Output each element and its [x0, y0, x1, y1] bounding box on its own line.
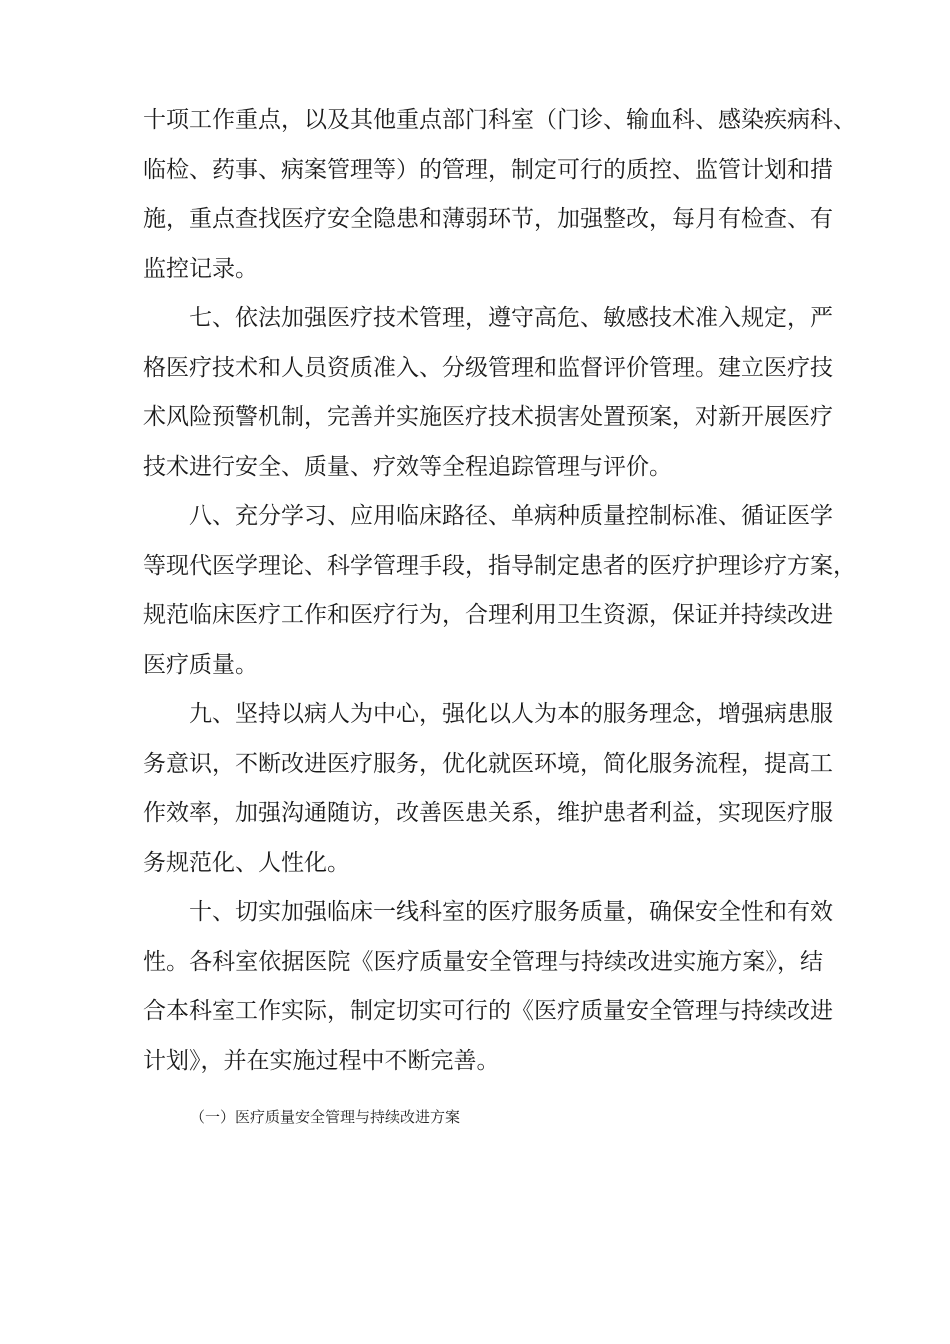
paragraph-item-9: [143, 690, 833, 888]
text-line: 务意识，不断改进医疗服务，优化就医环境，简化服务流程，提高工: [143, 750, 833, 777]
text-line: 合本科室工作实际，制定切实可行的《医疗质量安全管理与持续改进: [143, 998, 833, 1024]
text-line: 计划》，并在实施过程中不断完善。: [143, 1047, 500, 1074]
text-line: 性。各科室依据医院《医疗质量安全管理与持续改进实施方案》，结: [143, 948, 823, 975]
text-line: 施，重点查找医疗安全隐患和薄弱环节，加强整改，每月有检查、有: [143, 206, 833, 232]
paragraph-item-8: [143, 492, 856, 690]
paragraph-continuation: [143, 96, 856, 294]
text-line: 格医疗技术和人员资质准入、分级管理和监督评价管理。建立医疗技: [143, 354, 833, 381]
text-line: 医疗质量。: [143, 651, 258, 678]
section-sub-heading: （一）医疗质量安全管理与持续改进方案: [190, 1108, 461, 1126]
paragraph-item-10: [143, 888, 833, 1086]
paragraph-item-7: [143, 294, 833, 492]
text-line: 监控记录。: [143, 255, 258, 282]
text-line: 七、依法加强医疗技术管理，遵守高危、敏感技术准入规定，严: [189, 305, 833, 331]
text-line: 临检、药事、病案管理等）的管理，制定可行的质控、监管计划和措: [143, 156, 833, 183]
text-line: 技术进行安全、质量、疗效等全程追踪管理与评价。: [143, 453, 672, 480]
text-line: 八、充分学习、应用临床路径、单病种质量控制标准、循证医学: [189, 503, 833, 529]
text-line: 务规范化、人性化。: [143, 849, 350, 876]
text-line: 十、切实加强临床一线科室的医疗服务质量，确保安全性和有效: [189, 899, 833, 925]
text-line: 作效率，加强沟通随访，改善医患关系，维护患者利益，实现医疗服: [143, 800, 833, 826]
text-line: 等现代医学理论、科学管理手段，指导制定患者的医疗护理诊疗方案，: [143, 552, 856, 579]
text-line: 术风险预警机制，完善并实施医疗技术损害处置预案，对新开展医疗: [143, 404, 833, 430]
document-body: [143, 96, 856, 1086]
text-line: 规范临床医疗工作和医疗行为，合理利用卫生资源，保证并持续改进: [143, 602, 833, 628]
text-line: 十项工作重点，以及其他重点部门科室（门诊、输血科、感染疾病科、: [143, 107, 856, 133]
text-line: 九、坚持以病人为中心，强化以人为本的服务理念，增强病患服: [189, 701, 833, 727]
